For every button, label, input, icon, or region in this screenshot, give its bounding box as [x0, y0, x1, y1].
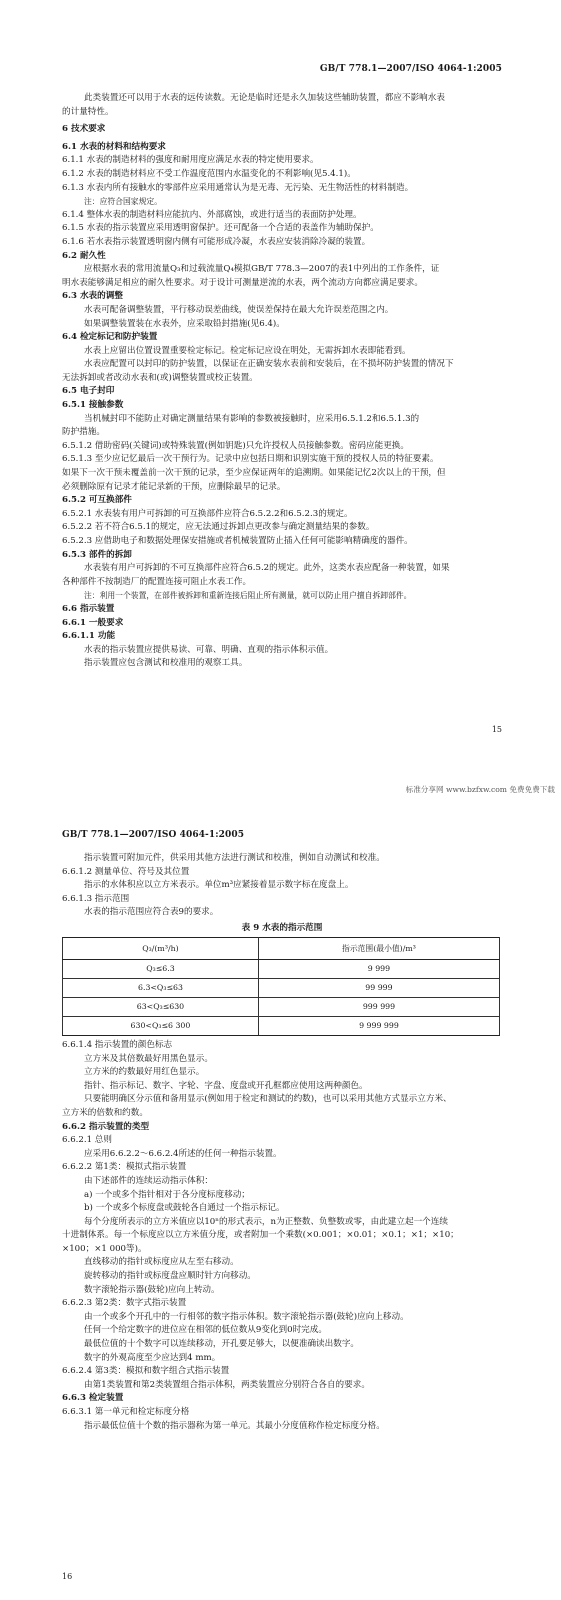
text-line: 6.6.2.4 第3类：模拟和数字组合式指示装置: [62, 1366, 230, 1377]
text-line: 6.5.1.3 至少应记忆最后一次干预行为。记录中应包括日期和识别实施干预的授权人员的特征要素。: [62, 454, 439, 465]
section-heading: 6.5.2 可互换部件: [62, 495, 132, 506]
text-line: 6.6.1.2 测量单位、符号及其位置: [62, 866, 190, 877]
page-header: GB/T 778.1—2007/ISO 4064-1:2005: [62, 830, 245, 840]
page-number: 16: [62, 1572, 73, 1581]
table-cell: 9 999 999: [258, 1016, 499, 1035]
text-line: 最低位值的十个数字可以连续移动，开孔要足够大，以便准确读出数字。: [84, 1339, 360, 1350]
text-line: 6.1.3 水表内所有接触水的零部件应采用通常认为是无毒、无污染、无生物活性的材料制造。: [62, 182, 414, 193]
table-cell: 6.3<Q₃≤63: [63, 978, 259, 997]
table-row: [63, 1016, 500, 1035]
text-line: 必须删除原有记录才能记录新的干预，应删除最早的记录。: [62, 481, 286, 492]
section-heading: 6.2 耐久性: [62, 250, 106, 261]
text-block-top: [62, 852, 502, 920]
text-line: 各种部件不按制造厂的配置连接可阻止水表工作。: [62, 576, 252, 587]
text-line: 由第1类装置和第2类装置组合指示体积，两类装置应分别符合各自的要求。: [84, 1379, 370, 1390]
table-row: [63, 959, 500, 978]
document-page-15: [0, 0, 561, 780]
text-line: 6.6.2.3 第2类：数字式指示装置: [62, 1298, 187, 1309]
text-line: a) 一个或多个指针相对于各分度标度移动；: [84, 1189, 250, 1200]
section-heading: 6.6.2 指示装置的类型: [62, 1121, 150, 1132]
table-cell: 9 999: [258, 959, 499, 978]
text-line: 6.5.2.2 若不符合6.5.1的规定，应无法通过拆卸点更改参与确定测量结果的参数。: [62, 522, 375, 533]
section-heading: 6.3 水表的调整: [62, 291, 123, 302]
text-line: 直线移动的指针或标度应从左至右移动。: [84, 1257, 239, 1268]
page-header: GB/T 778.1—2007/ISO 4064-1:2005: [319, 64, 502, 74]
page-body: [62, 92, 502, 671]
text-line: 如果调整装置装在水表外，应采取铅封措施(见6.4)。: [84, 318, 285, 329]
text-line: 水表的指示装置应提供易读、可靠、明确、直观的指示体积示值。: [84, 644, 334, 655]
text-line: 6.5.2.1 水表装有用户可拆卸的可互换部件应符合6.5.2.2和6.5.2.3的规定。: [62, 508, 353, 519]
indicating-range-table: [62, 937, 500, 1036]
watermark-text: 标准分享网 www.bzfxw.com 免费免费下载: [405, 785, 555, 794]
text-line: 指示最低位值十个数的指示器称为第一单元。其最小分度值称作检定标度分格。: [84, 1420, 385, 1431]
table-cell: 63<Q₃≤630: [63, 997, 259, 1016]
text-line: 应采用6.6.2.2～6.6.2.4所述的任何一种指示装置。: [84, 1148, 282, 1159]
text-line: 水表装有用户可拆卸的不可互换部件应符合6.5.2的规定。此外，这类水表应配备一种装置，如果: [84, 563, 450, 574]
table-cell: Q₃≤6.3: [63, 959, 259, 978]
text-line: 旋转移动的指针或标度盘应顺时针方向移动。: [84, 1271, 256, 1282]
text-line: 由一个或多个开孔中的一行相邻的数字指示体积。数字滚轮指示器(鼓轮)应向上移动。: [84, 1311, 409, 1322]
text-line: 6.6.2.2 第1类：模拟式指示装置: [62, 1162, 187, 1173]
text-line: 指示装置可附加元件，供采用其他方法进行测试和校准，例如自动测试和校准。: [84, 853, 385, 863]
table-header-cell: 指示范围(最小值)/m³: [258, 937, 499, 959]
text-line: 6.1.1 水表的制造材料的强度和耐用度应满足水表的特定使用要求。: [62, 155, 319, 166]
text-line: 指针、指示标记、数字、字轮、字盘、度盘或开孔框都应使用这两种颜色。: [84, 1080, 368, 1091]
text-line: 立方米的倍数和约数。: [62, 1107, 148, 1118]
text-line: 6.6.1.3 指示范围: [62, 893, 130, 904]
text-line: 任何一个给定数字的进位应在相邻的低位数从9变化到0时完成。: [84, 1325, 327, 1336]
text-line: 数字的外观高度至少应达到4 mm。: [84, 1352, 221, 1363]
table-caption: 表 9 水表的指示范围: [241, 922, 323, 933]
text-line: 水表上应留出位置设置重要检定标记。检定标记应设在明处，无需拆卸水表即能看到。: [84, 345, 411, 356]
text-block-bottom: [62, 1039, 502, 1433]
text-line: 6.1.6 若水表指示装置透明窗内侧有可能形成冷凝，水表应安装消除冷凝的装置。: [62, 236, 371, 247]
section-heading: 6.1 水表的材料和结构要求: [62, 141, 166, 152]
table-row: [63, 978, 500, 997]
table-row: [63, 997, 500, 1016]
text-line: 水表可配备调整装置，平行移动误差曲线，使误差保持在最大允许误差范围之内。: [84, 304, 394, 315]
page-body: [62, 852, 502, 1433]
text-line: 水表的指示范围应符合表9的要求。: [84, 907, 219, 918]
section-heading: 6.6 指示装置: [62, 603, 115, 614]
text-line: 当机械封印不能防止对确定测量结果有影响的参数被接触时，应采用6.5.1.2和6.5.1.3的: [84, 413, 420, 424]
table-cell: 999 999: [258, 997, 499, 1016]
table-header-row: [63, 937, 500, 959]
text-line: 6.6.3.1 第一单元和检定标度分格: [62, 1407, 190, 1417]
section-heading: 6.4 检定标记和防护装置: [62, 332, 158, 343]
section-heading: 6.6.1.1 功能: [62, 631, 116, 642]
section-heading: 6 技术要求: [62, 124, 106, 135]
text-line: 此类装置还可以用于水表的远传读数。无论是临时还是永久加装这些辅助装置，都应不影响水表: [84, 93, 445, 103]
text-line: 6.1.2 水表的制造材料应不受工作温度范围内水温变化的不利影响(见5.4.1)。: [62, 168, 356, 179]
section-heading: 6.5.3 部件的拆卸: [62, 549, 132, 560]
text-line: 十进制体系。每一个标度应以立方米值分度，或者附加一个乘数(×0.001；×0.01；×0.1；×1；×10；: [62, 1230, 459, 1241]
text-line: 由下述部件的连续运动指示体积：: [84, 1175, 213, 1186]
section-heading: 6.6.1 一般要求: [62, 617, 124, 628]
text-line: 指示装置应包含测试和校准用的观察工具。: [84, 658, 248, 669]
note-text: 注：利用一个装置，在部件被拆卸和重新连接后阻止所有测量，就可以防止用户擅自拆卸部件。: [84, 591, 412, 601]
text-line: 每个分度所表示的立方米值应以10ⁿ的形式表示，n为正整数、负整数或零，由此建立起一个连续: [84, 1216, 448, 1227]
text-line: 6.6.1.4 指示装置的颜色标志: [62, 1039, 173, 1050]
document-page-16: [0, 806, 561, 1600]
text-line: 6.1.4 整体水表的制造材料应能抗内、外部腐蚀，或进行适当的表面防护处理。: [62, 209, 362, 220]
table-cell: 630<Q₃≤6 300: [63, 1016, 259, 1035]
text-line: 立方米及其倍数最好用黑色显示。: [84, 1053, 213, 1064]
text-line: 无法拆卸或者改动水表和(或)调整装置或校正装置。: [62, 372, 258, 383]
text-line: 数字滚轮指示器(鼓轮)应向上转动。: [84, 1284, 220, 1295]
page-number: 15: [491, 725, 502, 734]
text-line: 立方米的约数最好用红色显示。: [84, 1067, 205, 1078]
table-header-cell: Q₃/(m³/h): [63, 937, 259, 959]
text-line: 防护措施。: [62, 427, 105, 438]
table-cell: 99 999: [258, 978, 499, 997]
text-line: 6.5.2.3 应借助电子和数据处理保安措施或者机械装置防止插入任何可能影响精确度的器件。: [62, 536, 413, 546]
text-line: 指示的水体积应以立方米表示。单位m³应紧接着显示数字标在度盘上。: [84, 880, 354, 891]
text-line: 只要能明确区分示值和备用显示(例如用于检定和测试的约数)，也可以采用其他方式显示立方米、: [84, 1094, 452, 1105]
note-text: 注：应符合国家规定。: [84, 197, 162, 207]
text-line: 6.1.5 水表的指示装置应采用透明窗保护。还可配备一个合适的表盖作为辅助保护。: [62, 223, 379, 234]
text-line: 水表应配置可以封印的防护装置，以保证在正确安装水表前和安装后，在不损坏防护装置的情况下: [84, 359, 454, 370]
text-line: 6.5.1.2 借助密码(关键词)或特殊装置(例如钥匙)只允许授权人员接触参数。密码应能更换。: [62, 440, 409, 451]
text-line: 明水表能够满足相应的耐久性要求。对于设计可测量逆流的水表，两个流动方向都应满足要求。: [62, 277, 423, 288]
section-heading: 6.5.1 接触参数: [62, 400, 124, 411]
text-line: ×100；×1 000等)。: [62, 1243, 147, 1254]
text-line: b) 一个或多个标度盘或鼓轮各自通过一个指示标记。: [84, 1203, 285, 1214]
text-line: 的计量特性。: [62, 106, 114, 117]
text-line: 如果下一次干预未覆盖前一次干预的记录，至少应保证两年的追溯期。如果能记忆2次以上的干预，但: [62, 468, 446, 479]
page-separator: [0, 780, 561, 806]
section-heading: 6.6.3 检定装置: [62, 1393, 124, 1404]
section-heading: 6.5 电子封印: [62, 386, 115, 397]
text-line: 应根据水表的常用流量Q₃和过载流量Q₄模拟GB/T 778.3—2007的表1中列出的工作条件，证: [84, 264, 440, 275]
text-line: 6.6.2.1 总则: [62, 1135, 112, 1146]
